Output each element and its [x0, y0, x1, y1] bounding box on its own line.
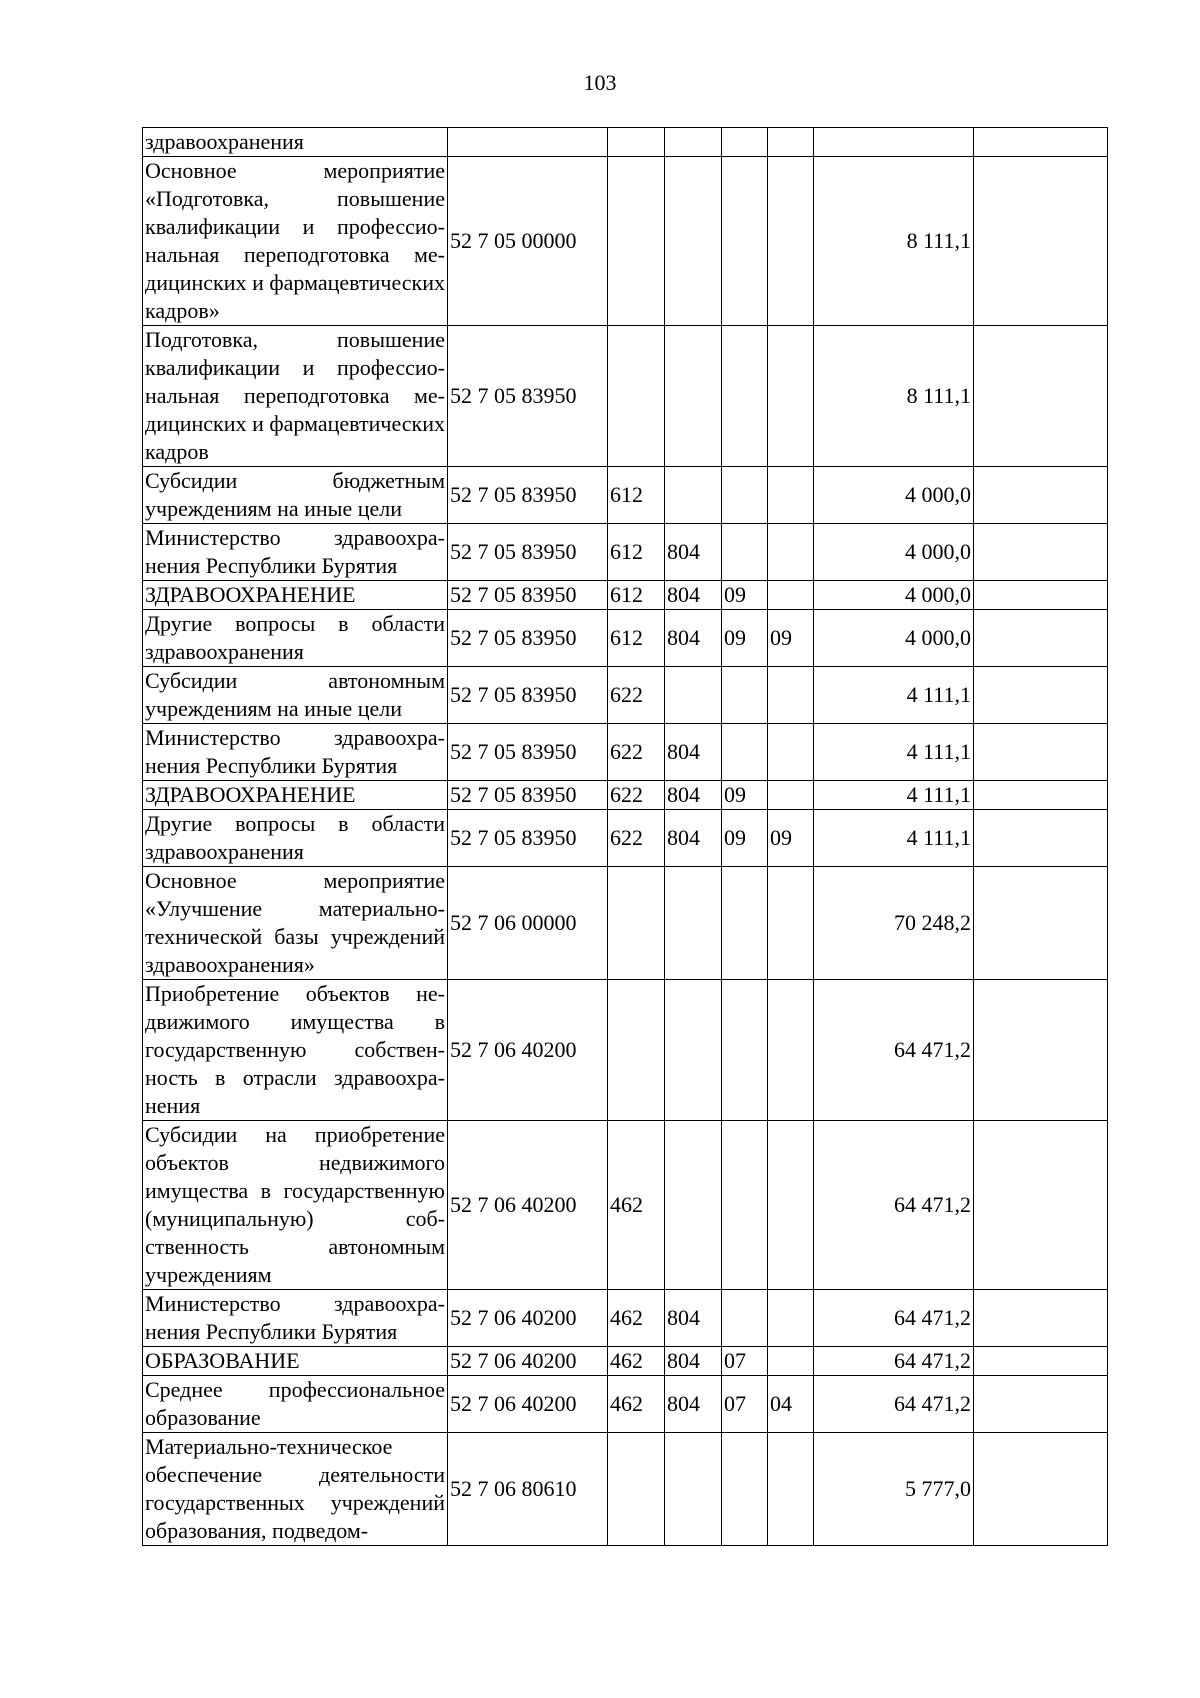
row-grbs-cell: [665, 157, 722, 326]
row-rz-cell: [722, 1290, 768, 1347]
row-pr-cell: [768, 467, 814, 524]
row-name-cell: здравоохранения: [143, 128, 448, 157]
row-vr-cell: [608, 1433, 665, 1546]
row-rz-cell: 09: [722, 581, 768, 610]
row-code-cell: 52 7 05 83950: [448, 781, 608, 810]
row-vr-cell: 462: [608, 1347, 665, 1376]
table-row: [143, 524, 1108, 581]
row-code-cell: 52 7 05 83950: [448, 610, 608, 667]
row-code-cell: 52 7 05 83950: [448, 581, 608, 610]
row-vr-cell: 612: [608, 524, 665, 581]
row-amount-cell: 4 111,1: [814, 810, 974, 867]
row-code-cell: 52 7 05 83950: [448, 326, 608, 467]
row-name-cell: Приобретение объектов недвижимого имущества в государственную собственность в отрасли здравоохранения: [143, 980, 448, 1121]
table-row: [143, 581, 1108, 610]
table-row: [143, 1121, 1108, 1290]
row-name-cell: Другие вопросы в области здравоохранения: [143, 610, 448, 667]
row-vr-cell: 462: [608, 1121, 665, 1290]
row-amount-cell: 64 471,2: [814, 1376, 974, 1433]
row-extra-cell: [974, 867, 1108, 980]
row-amount-cell: 64 471,2: [814, 980, 974, 1121]
row-grbs-cell: 804: [665, 610, 722, 667]
row-pr-cell: [768, 1347, 814, 1376]
table-row: [143, 724, 1108, 781]
row-pr-cell: [768, 781, 814, 810]
row-pr-cell: [768, 724, 814, 781]
row-code-cell: 52 7 06 40200: [448, 1121, 608, 1290]
table-row: [143, 610, 1108, 667]
row-name-cell: ОБРАЗОВАНИЕ: [143, 1347, 448, 1376]
row-grbs-cell: 804: [665, 1290, 722, 1347]
row-name-cell: Основное мероприятие «Улучшение материально-технической базы учреждений здравоохранения»: [143, 867, 448, 980]
row-grbs-cell: [665, 326, 722, 467]
page-number: 103: [583, 70, 617, 95]
row-rz-cell: [722, 667, 768, 724]
budget-table: [142, 127, 1108, 1546]
row-vr-cell: 462: [608, 1376, 665, 1433]
row-extra-cell: [974, 581, 1108, 610]
row-amount-cell: 4 111,1: [814, 667, 974, 724]
row-amount-cell: 64 471,2: [814, 1347, 974, 1376]
row-name-cell: Министерство здравоохранения Республики Бурятия: [143, 524, 448, 581]
row-code-cell: 52 7 06 80610: [448, 1433, 608, 1546]
row-pr-cell: 09: [768, 610, 814, 667]
row-amount-cell: 8 111,1: [814, 157, 974, 326]
row-vr-cell: 612: [608, 610, 665, 667]
row-extra-cell: [974, 1376, 1108, 1433]
row-vr-cell: 622: [608, 724, 665, 781]
row-vr-cell: 622: [608, 781, 665, 810]
row-grbs-cell: [665, 667, 722, 724]
row-rz-cell: [722, 467, 768, 524]
row-pr-cell: [768, 524, 814, 581]
row-rz-cell: 07: [722, 1347, 768, 1376]
row-amount-cell: 5 777,0: [814, 1433, 974, 1546]
row-extra-cell: [974, 128, 1108, 157]
row-rz-cell: [722, 867, 768, 980]
row-extra-cell: [974, 667, 1108, 724]
row-name-cell: Материально-техническое обеспечение деятельности государственных учреждений образования, подведом-: [143, 1433, 448, 1546]
row-vr-cell: [608, 867, 665, 980]
row-amount-cell: [814, 128, 974, 157]
row-name-cell: ЗДРАВООХРАНЕНИЕ: [143, 781, 448, 810]
row-name-cell: Министерство здравоохранения Республики Бурятия: [143, 1290, 448, 1347]
row-vr-cell: 622: [608, 810, 665, 867]
row-grbs-cell: [665, 867, 722, 980]
row-pr-cell: [768, 980, 814, 1121]
row-name-cell: Субсидии на приобретение объектов недвижимого имущества в государственную (муниципальную) собственность автономным учреждениям: [143, 1121, 448, 1290]
row-extra-cell: [974, 524, 1108, 581]
row-grbs-cell: 804: [665, 724, 722, 781]
row-pr-cell: [768, 1290, 814, 1347]
row-vr-cell: 612: [608, 467, 665, 524]
row-grbs-cell: 804: [665, 1347, 722, 1376]
row-vr-cell: 462: [608, 1290, 665, 1347]
row-rz-cell: [722, 157, 768, 326]
row-extra-cell: [974, 157, 1108, 326]
row-pr-cell: [768, 326, 814, 467]
table-row: [143, 128, 1108, 157]
row-pr-cell: 04: [768, 1376, 814, 1433]
row-code-cell: 52 7 06 40200: [448, 980, 608, 1121]
table-row: [143, 1433, 1108, 1546]
row-pr-cell: [768, 128, 814, 157]
row-extra-cell: [974, 1290, 1108, 1347]
row-vr-cell: 612: [608, 581, 665, 610]
row-code-cell: 52 7 05 83950: [448, 810, 608, 867]
row-vr-cell: 622: [608, 667, 665, 724]
row-amount-cell: 64 471,2: [814, 1290, 974, 1347]
row-grbs-cell: [665, 1433, 722, 1546]
row-pr-cell: [768, 1433, 814, 1546]
table-row: [143, 1376, 1108, 1433]
row-rz-cell: [722, 326, 768, 467]
row-grbs-cell: 804: [665, 524, 722, 581]
row-name-cell: Подготовка, повышение квалификации и профессиональная переподготовка медицинских и фармацевтических кадров: [143, 326, 448, 467]
row-name-cell: Другие вопросы в области здравоохранения: [143, 810, 448, 867]
row-rz-cell: 09: [722, 781, 768, 810]
row-grbs-cell: [665, 467, 722, 524]
row-pr-cell: 09: [768, 810, 814, 867]
row-code-cell: 52 7 06 40200: [448, 1290, 608, 1347]
row-pr-cell: [768, 581, 814, 610]
row-amount-cell: 4 111,1: [814, 724, 974, 781]
row-code-cell: 52 7 05 83950: [448, 524, 608, 581]
row-extra-cell: [974, 1121, 1108, 1290]
table-row: [143, 667, 1108, 724]
row-pr-cell: [768, 667, 814, 724]
table-row: [143, 867, 1108, 980]
table-row: [143, 781, 1108, 810]
table-row: [143, 1347, 1108, 1376]
row-extra-cell: [974, 980, 1108, 1121]
row-extra-cell: [974, 467, 1108, 524]
table-row: [143, 467, 1108, 524]
row-rz-cell: 07: [722, 1376, 768, 1433]
row-extra-cell: [974, 610, 1108, 667]
row-rz-cell: [722, 1121, 768, 1290]
row-grbs-cell: 804: [665, 581, 722, 610]
row-grbs-cell: 804: [665, 781, 722, 810]
row-extra-cell: [974, 326, 1108, 467]
table-row: [143, 810, 1108, 867]
row-extra-cell: [974, 1433, 1108, 1546]
row-extra-cell: [974, 810, 1108, 867]
row-pr-cell: [768, 157, 814, 326]
row-extra-cell: [974, 724, 1108, 781]
row-code-cell: 52 7 06 00000: [448, 867, 608, 980]
row-amount-cell: 4 000,0: [814, 524, 974, 581]
row-name-cell: Министерство здравоохранения Республики Бурятия: [143, 724, 448, 781]
row-rz-cell: [722, 1433, 768, 1546]
row-amount-cell: 4 000,0: [814, 610, 974, 667]
row-rz-cell: [722, 724, 768, 781]
table-row: [143, 157, 1108, 326]
table-row: [143, 980, 1108, 1121]
row-name-cell: Субсидии автономным учреждениям на иные цели: [143, 667, 448, 724]
row-grbs-cell: [665, 1121, 722, 1290]
row-code-cell: 52 7 05 00000: [448, 157, 608, 326]
row-code-cell: [448, 128, 608, 157]
row-amount-cell: 4 111,1: [814, 781, 974, 810]
row-name-cell: Субсидии бюджетным учреждениям на иные цели: [143, 467, 448, 524]
row-vr-cell: [608, 326, 665, 467]
row-code-cell: 52 7 05 83950: [448, 667, 608, 724]
row-code-cell: 52 7 05 83950: [448, 724, 608, 781]
row-code-cell: 52 7 06 40200: [448, 1376, 608, 1433]
row-extra-cell: [974, 1347, 1108, 1376]
row-grbs-cell: [665, 128, 722, 157]
row-amount-cell: 70 248,2: [814, 867, 974, 980]
row-name-cell: Среднее профессиональное образование: [143, 1376, 448, 1433]
row-rz-cell: [722, 980, 768, 1121]
row-vr-cell: [608, 157, 665, 326]
row-grbs-cell: 804: [665, 810, 722, 867]
row-vr-cell: [608, 128, 665, 157]
row-amount-cell: 8 111,1: [814, 326, 974, 467]
row-pr-cell: [768, 1121, 814, 1290]
row-rz-cell: 09: [722, 610, 768, 667]
row-name-cell: Основное мероприятие «Подготовка, повышение квалификации и профессиональная переподготовка медицинских и фармацевтических кадров»: [143, 157, 448, 326]
row-vr-cell: [608, 980, 665, 1121]
row-code-cell: 52 7 05 83950: [448, 467, 608, 524]
row-extra-cell: [974, 781, 1108, 810]
row-amount-cell: 4 000,0: [814, 467, 974, 524]
row-grbs-cell: 804: [665, 1376, 722, 1433]
row-rz-cell: [722, 128, 768, 157]
row-grbs-cell: [665, 980, 722, 1121]
row-rz-cell: 09: [722, 810, 768, 867]
table-row: [143, 326, 1108, 467]
row-amount-cell: 64 471,2: [814, 1121, 974, 1290]
row-name-cell: ЗДРАВООХРАНЕНИЕ: [143, 581, 448, 610]
row-amount-cell: 4 000,0: [814, 581, 974, 610]
row-rz-cell: [722, 524, 768, 581]
table-row: [143, 1290, 1108, 1347]
row-pr-cell: [768, 867, 814, 980]
row-code-cell: 52 7 06 40200: [448, 1347, 608, 1376]
